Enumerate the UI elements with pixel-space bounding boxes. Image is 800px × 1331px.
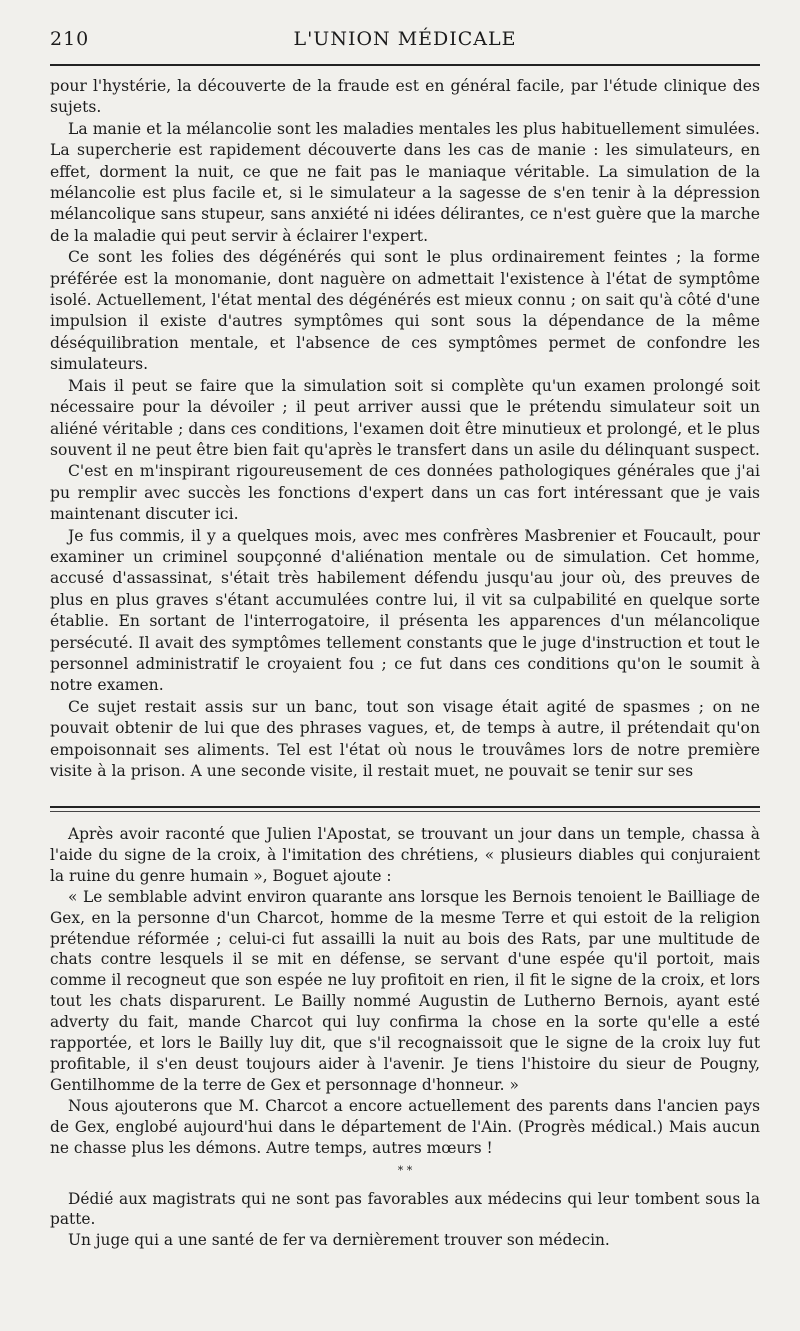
page-number: 210 bbox=[50, 28, 90, 50]
paragraph: Après avoir raconté que Julien l'Apostat, se trouvant un jour dans un temple, chassa à l'aide du signe de la croix, à l'imitation des chrétiens, « plusieurs diables qui conjuraient la ruine du genre humain », Boguet ajoute : bbox=[50, 825, 760, 885]
paragraph: Je fus commis, il y a quelques mois, avec mes confrères Masbrenier et Foucault, pour examiner un criminel soupçonné d'aliénation mentale ou de simulation. Cet homme, accusé d'assassinat, s'était très habilement défendu jusqu'au jour où, des preuves de plus en plus graves s'étant accumulées contre lui, il vit sa culpabilité en quelque sorte établie. En sortant de l'interrogatoire, il présenta les apparences d'un mélancolique persécuté. Il avait des symptômes tellement constants que le juge d'instruction et tout le personnel administratif le croyaient fou ; ce fut dans ces conditions qu'on le soumit à notre examen. bbox=[50, 526, 760, 695]
paragraph: pour l'hystérie, la découverte de la fraude est en général facile, par l'étude clinique des sujets. bbox=[50, 77, 760, 117]
paragraph: Un juge qui a une santé de fer va dernièrement trouver son médecin. bbox=[68, 1231, 610, 1250]
paragraph: C'est en m'inspirant rigoureusement de ces données pathologiques générales que j'ai pu remplir avec succès les fonctions d'expert dans un cas fort intéressant que je vais maintenant discuter ici. bbox=[50, 462, 760, 524]
paragraph: Ce sujet restait assis sur un banc, tout son visage était agité de spasmes ; on ne pouvait obtenir de lui que des phrases vagues, et, de temps à autre, il prétendait qu'on empoisonnait ses aliments. Tel est l'état où nous le trouvâmes lors de notre première visite à la prison. A une seconde visite, il restait muet, ne pouvait se tenir sur ses bbox=[50, 697, 760, 780]
paragraph: Mais il peut se faire que la simulation soit si complète qu'un examen prolongé soit nécessaire pour la dévoiler ; il peut arriver aussi que le prétendu simulateur soit un aliéné véritable ; dans ces conditions, l'examen doit être minutieux et prolongé, et le plus souvent il ne peut être bien fait qu'après le transfert dans un asile du délinquant suspect. bbox=[50, 376, 760, 459]
journal-title: L'UNION MÉDICALE bbox=[293, 28, 517, 50]
header-rule bbox=[50, 64, 760, 66]
paragraph: Ce sont les folies des dégénérés qui sont le plus ordinairement feintes ; la forme préférée est la monomanie, dont naguère on admettait l'existence à l'état de symptôme isolé. Actuellement, l'état mental des dégénérés est mieux connu ; on sait qu'à côté d'une impulsion il existe d'autres symptômes qui sont sous la dépendance de la même déséquilibration mentale, et l'absence de ces symptômes permet de confondre les simulateurs. bbox=[50, 248, 760, 374]
running-header bbox=[50, 24, 760, 56]
feuilleton-separator bbox=[50, 806, 760, 812]
asterism: * * bbox=[397, 1163, 413, 1177]
paragraph: La manie et la mélancolie sont les maladies mentales les plus habituellement simulées. La supercherie est rapidement découverte dans les cas de manie : les simulateurs, en effet, dorment la nuit, ce que ne fait pas le maniaque véritable. La simulation de la mélancolie est plus facile et, si le simulateur a la sagesse de s'en tenir à la dépression mélancolique sans stupeur, sans anxiété ni idées délirantes, ce n'est guère que la marche de la maladie qui peut servir à éclairer l'expert. bbox=[50, 119, 760, 245]
paragraph: Nous ajouterons que M. Charcot a encore actuellement des parents dans l'ancien pays de Gex, englobé aujourd'hui dans le département de l'Ain. (Progrès médical.) Mais aucun ne chasse plus les démons. Autre temps, autres mœurs ! bbox=[50, 1096, 760, 1157]
paragraph: Dédié aux magistrats qui ne sont pas favorables aux médecins qui leur tombent sous la patte. bbox=[50, 1189, 760, 1229]
paragraph: « Le semblable advint environ quarante ans lorsque les Bernois tenoient le Bailliage de Gex, en la personne d'un Charcot, homme de la mesme Terre et qui estoit de la religion prétendue réformée ; celui-ci fut assailli la nuit au bois des Rats, par une multitude de chats contre lesquels il se mit en défense, se servant d'une espée qu'il portoit, mais comme il recogneut que son espée ne luy profitoit en rien, il fit le signe de la croix, et lors tout les chats disparurent. Le Bailly nommé Augustin de Lutherno Bernois, ayant esté adverty du fait, mande Charcot qui luy confirma la chose en la sorte qu'elle a esté rapportée, et lors le Bailly luy dit, que s'il recognaissoit que le signe de la croix luy fut profitable, il s'en deust toujours aider à l'avenir. Je tiens l'histoire du sieur de Pougny, Gentilhomme de la terre de Gex et personnage d'honneur. » bbox=[50, 887, 760, 1094]
feuilleton-text bbox=[50, 824, 760, 1251]
main-text bbox=[50, 76, 760, 800]
